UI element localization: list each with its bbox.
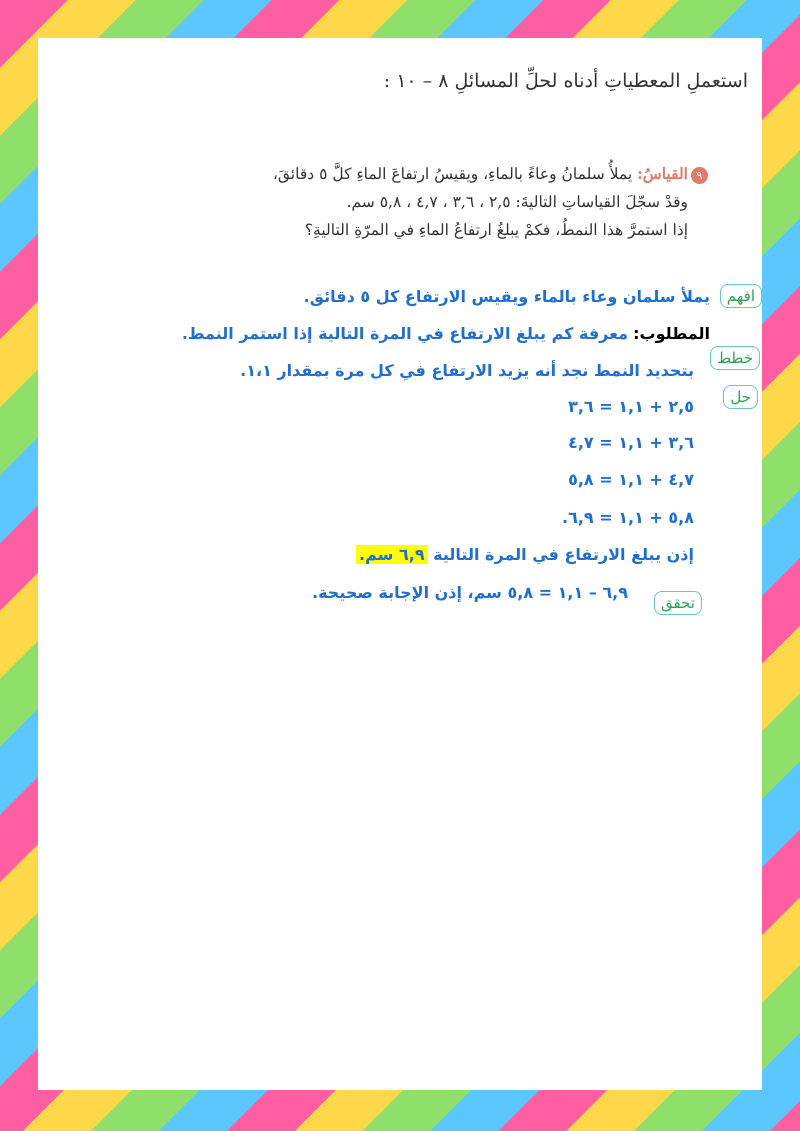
equation-4: ٥,٨ + ١,١ = ٦,٩. xyxy=(562,508,694,527)
answer-value-highlight: ٦,٩ سم. xyxy=(356,545,428,564)
required-line xyxy=(182,324,710,343)
answer-line xyxy=(356,545,694,564)
problem-line-1 xyxy=(88,160,688,188)
tag-solve: حل xyxy=(723,385,758,409)
problem-line-1-text: يملأُ سلمانُ وعاءً بالماءِ، ويقيسُ ارتفاعَ الماءِ كلَّ ٥ دقائقَ، xyxy=(272,165,633,183)
understand-text: يملأ سلمان وعاء بالماء ويقيس الارتفاع كل ٥ دقائق. xyxy=(303,287,710,306)
problem-keyword: القياسُ: xyxy=(637,164,688,183)
equation-1: ٢,٥ + ١,١ = ٣,٦ xyxy=(568,397,694,416)
question-number-badge: ٩ xyxy=(691,167,708,184)
problem-line-3: إذا استمرَّ هذا النمطُ، فكمْ يبلغُ ارتفاعُ الماءِ في المرّةِ التاليةِ؟ xyxy=(304,221,688,239)
plan-text: بتحديد النمط نجد أنه يزيد الارتفاع في كل مرة بمقدار ١،١. xyxy=(240,361,694,380)
required-text: معرفة كم يبلغ الارتفاع في المرة التالية إذا استمر النمط. xyxy=(181,324,629,343)
answer-text: إذن يبلغ الارتفاع في المرة التالية xyxy=(433,545,694,564)
check-text: ٦,٩ – ١,١ = ٥,٨ سم، إذن الإجابة صحيحة. xyxy=(312,583,628,602)
required-label: المطلوب: xyxy=(633,324,710,343)
instructions-header: استعملِ المعطياتِ أدناه لحلِّ المسائلِ ٨ – ١٠ : xyxy=(383,70,748,92)
tag-check: تحقق xyxy=(654,591,702,615)
problem-statement xyxy=(88,160,688,244)
tag-plan: خطط xyxy=(710,346,760,370)
problem-line-2: وقدْ سجّلَ القياساتِ التاليةَ: ٢,٥ ، ٣,٦ ، ٤,٧ ، ٥,٨ سم. xyxy=(346,193,688,211)
equation-2: ٣,٦ + ١,١ = ٤,٧ xyxy=(568,433,694,452)
equation-3: ٤,٧ + ١,١ = ٥,٨ xyxy=(568,470,694,489)
tag-understand: افهم xyxy=(720,284,762,308)
